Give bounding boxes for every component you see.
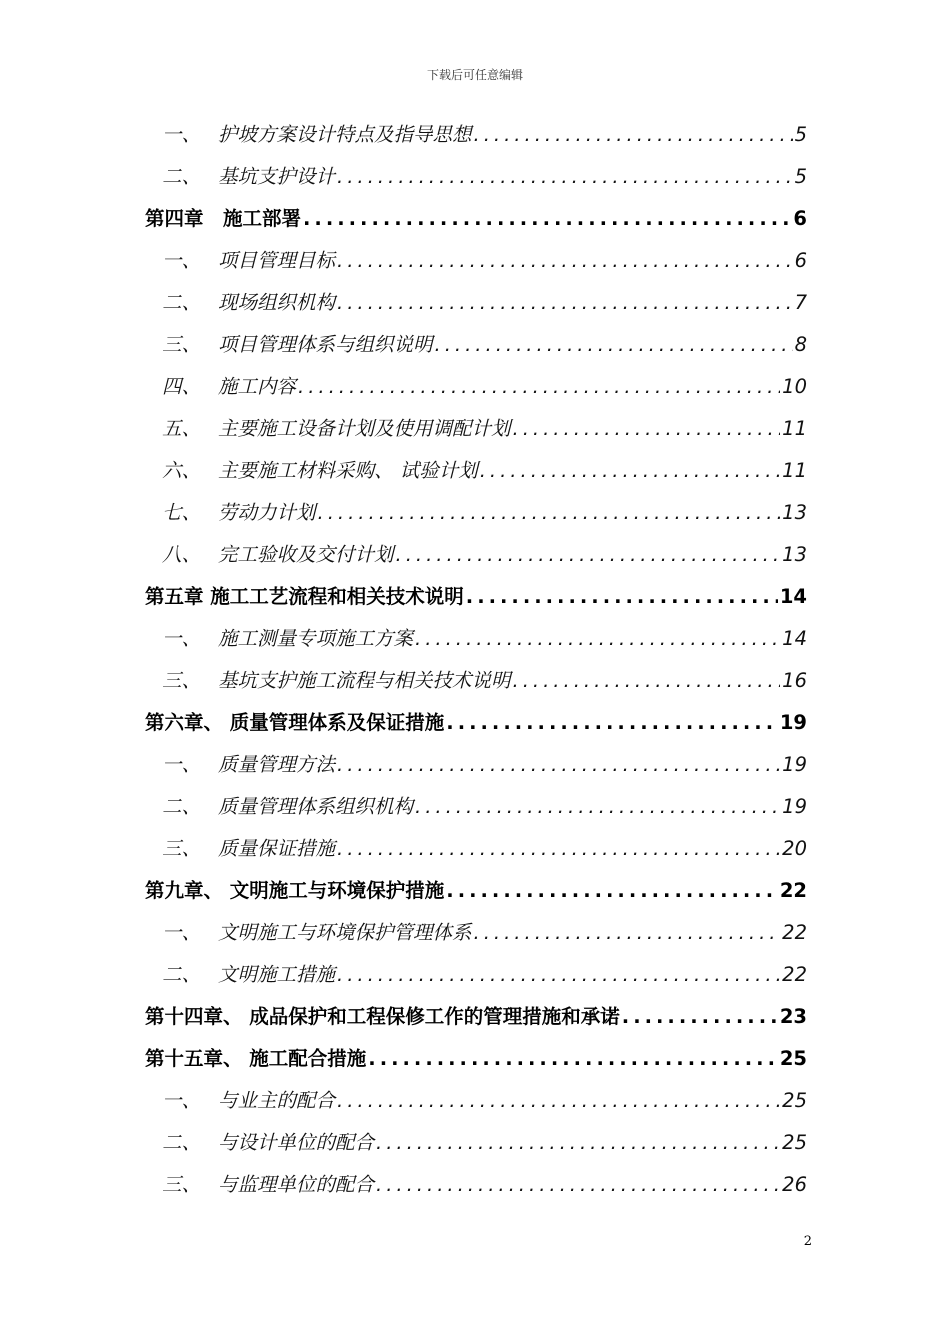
toc-entry-page: 26: [782, 1173, 807, 1196]
toc-entry-title: 主要施工设备计划及使用调配计划: [218, 417, 511, 440]
toc-entry-title: 施工测量专项施工方案: [218, 627, 414, 650]
toc-dot-leader: [622, 996, 778, 1038]
toc-entry-page: 7: [794, 291, 807, 314]
toc-section-entry[interactable]: [145, 114, 807, 156]
toc-dot-leader: [435, 324, 793, 366]
toc-section-entry[interactable]: [145, 534, 807, 576]
toc-entry-page: 22: [782, 963, 807, 986]
toc-entry-page: 5: [794, 165, 807, 188]
toc-entry-number: 三、: [162, 669, 202, 692]
toc-entry-page: 13: [782, 501, 807, 524]
toc-entry-page: 19: [782, 795, 807, 818]
toc-dot-leader: [415, 786, 780, 828]
toc-entry-title: 第六章、 质量管理体系及保证措施: [145, 711, 445, 734]
toc-entry-title: 现场组织机构: [218, 291, 336, 314]
toc-chapter-entry[interactable]: [145, 870, 807, 912]
toc-section-entry[interactable]: [145, 786, 807, 828]
toc-dot-leader: [376, 1164, 780, 1206]
toc-entry-number: 四、: [162, 375, 202, 398]
toc-entry-title: 基坑支护设计: [218, 165, 336, 188]
page-header: 下载后可任意编辑: [426, 68, 523, 82]
toc-dot-leader: [415, 618, 780, 660]
toc-entry-page: 25: [782, 1089, 807, 1112]
toc-section-entry[interactable]: [145, 1122, 807, 1164]
toc-chapter-entry[interactable]: [145, 996, 807, 1038]
toc-entry-title: 质量管理体系组织机构: [218, 795, 414, 818]
toc-dot-leader: [513, 660, 781, 702]
toc-section-entry[interactable]: [145, 282, 807, 324]
toc-entry-number: 七、: [162, 501, 202, 524]
toc-chapter-entry[interactable]: [145, 198, 807, 240]
toc-section-entry[interactable]: [145, 240, 807, 282]
toc-entry-page: 25: [782, 1131, 807, 1154]
toc-entry-title: 与业主的配合: [218, 1089, 336, 1112]
toc-entry-page: 8: [794, 333, 807, 356]
toc-entry-number: 一、: [162, 123, 202, 146]
toc-entry-page: 22: [782, 921, 807, 944]
toc-dot-leader: [513, 408, 781, 450]
toc-entry-page: 20: [782, 837, 807, 860]
toc-dot-leader: [337, 954, 780, 996]
toc-entry-number: 二、: [162, 165, 202, 188]
toc-entry-title: 质量管理方法: [218, 753, 336, 776]
toc-entry-title: 劳动力计划: [218, 501, 316, 524]
toc-entry-title: 护坡方案设计特点及指导思想: [218, 123, 472, 146]
toc-entry-title: 与设计单位的配合: [218, 1131, 375, 1154]
toc-dot-leader: [446, 702, 778, 744]
toc-section-entry[interactable]: [145, 492, 807, 534]
toc-entry-title: 主要施工材料采购、 试验计划: [218, 459, 478, 482]
toc-entry-page: 14: [779, 585, 807, 608]
toc-entry-title: 第十四章、 成品保护和工程保修工作的管理措施和承诺: [145, 1005, 620, 1028]
toc-entry-title: 第九章、 文明施工与环境保护措施: [145, 879, 445, 902]
toc-chapter-entry[interactable]: [145, 1038, 807, 1080]
toc-entry-page: 6: [794, 249, 807, 272]
toc-dot-leader: [303, 198, 791, 240]
toc-entry-page: 16: [782, 669, 807, 692]
toc-entry-page: 23: [779, 1005, 807, 1028]
toc-section-entry[interactable]: [145, 954, 807, 996]
toc-dot-leader: [474, 114, 793, 156]
toc-chapter-entry[interactable]: [145, 702, 807, 744]
toc-entry-title: 施工内容: [218, 375, 297, 398]
toc-entry-title: 项目管理体系与组织说明: [218, 333, 433, 356]
toc-entry-number: 三、: [162, 333, 202, 356]
toc-dot-leader: [337, 282, 793, 324]
toc-section-entry[interactable]: [145, 660, 807, 702]
toc-section-entry[interactable]: [145, 156, 807, 198]
toc-entry-number: 一、: [162, 1089, 202, 1112]
toc-entry-page: 5: [794, 123, 807, 146]
toc-entry-page: 14: [782, 627, 807, 650]
toc-entry-number: 一、: [162, 249, 202, 272]
toc-dot-leader: [376, 1122, 780, 1164]
toc-chapter-entry[interactable]: [145, 576, 807, 618]
toc-dot-leader: [466, 576, 778, 618]
toc-dot-leader: [480, 450, 780, 492]
toc-section-entry[interactable]: [145, 408, 807, 450]
toc-entry-number: 一、: [162, 753, 202, 776]
toc-section-entry[interactable]: [145, 324, 807, 366]
toc-section-entry[interactable]: [145, 366, 807, 408]
toc-entry-page: 10: [782, 375, 807, 398]
toc-section-entry[interactable]: [145, 912, 807, 954]
toc-entry-number: 一、: [162, 627, 202, 650]
toc-entry-page: 11: [782, 459, 807, 482]
toc-dot-leader: [446, 870, 778, 912]
toc-section-entry[interactable]: [145, 1164, 807, 1206]
toc-dot-leader: [298, 366, 780, 408]
toc-entry-page: 19: [779, 711, 807, 734]
toc-entry-title: 完工验收及交付计划: [218, 543, 394, 566]
toc-entry-title: 第四章 施工部署: [145, 207, 302, 230]
toc-entry-title: 第五章 施工工艺流程和相关技术说明: [145, 585, 464, 608]
toc-entry-number: 三、: [162, 1173, 202, 1196]
toc-dot-leader: [474, 912, 781, 954]
toc-dot-leader: [337, 744, 780, 786]
toc-dot-leader: [337, 156, 793, 198]
toc-entry-number: 二、: [162, 963, 202, 986]
toc-entry-title: 文明施工措施: [218, 963, 336, 986]
toc-entry-number: 一、: [162, 921, 202, 944]
toc-entry-title: 与监理单位的配合: [218, 1173, 375, 1196]
toc-section-entry[interactable]: [145, 1080, 807, 1122]
toc-section-entry[interactable]: [145, 450, 807, 492]
toc-entry-number: 三、: [162, 837, 202, 860]
toc-entry-title: 项目管理目标: [218, 249, 336, 272]
toc-entry-title: 基坑支护施工流程与相关技术说明: [218, 669, 511, 692]
toc-entry-page: 11: [782, 417, 807, 440]
toc-dot-leader: [318, 492, 781, 534]
toc-dot-leader: [337, 240, 793, 282]
toc-entry-number: 八、: [162, 543, 202, 566]
toc-entry-title: 文明施工与环境保护管理体系: [218, 921, 472, 944]
toc-entry-page: 22: [779, 879, 807, 902]
toc-dot-leader: [337, 1080, 780, 1122]
toc-entry-number: 二、: [162, 1131, 202, 1154]
page-number: 2: [803, 1234, 812, 1249]
toc-section-entry[interactable]: [145, 744, 807, 786]
toc-entry-number: 二、: [162, 795, 202, 818]
toc-entry-page: 19: [782, 753, 807, 776]
toc-dot-leader: [368, 1038, 778, 1080]
toc-entry-page: 6: [793, 207, 807, 230]
toc-entry-number: 二、: [162, 291, 202, 314]
toc-section-entry[interactable]: [145, 618, 807, 660]
toc-entry-number: 六、: [162, 459, 202, 482]
table-of-contents: [145, 114, 807, 1206]
toc-entry-page: 25: [779, 1047, 807, 1070]
toc-entry-title: 质量保证措施: [218, 837, 336, 860]
toc-entry-title: 第十五章、 施工配合措施: [145, 1047, 367, 1070]
toc-section-entry[interactable]: [145, 828, 807, 870]
toc-dot-leader: [337, 828, 780, 870]
toc-dot-leader: [396, 534, 781, 576]
toc-entry-page: 13: [782, 543, 807, 566]
toc-entry-number: 五、: [162, 417, 202, 440]
